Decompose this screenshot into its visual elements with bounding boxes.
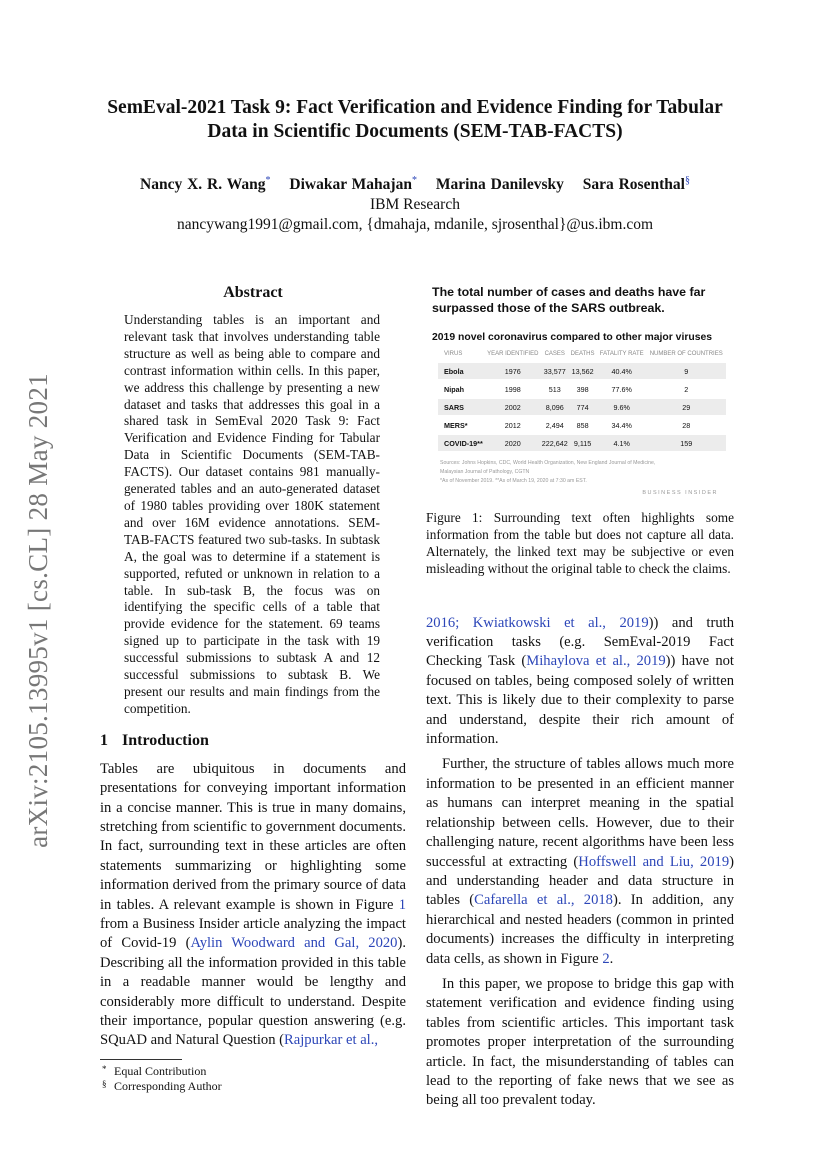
figure-reference-link[interactable]: 2	[602, 950, 610, 967]
figure-sources: Sources: Johns Hopkins, CDC, World Health Organization, New England Journal of Medicine, Malaysian Journal of Pathology, CGTN *As of November 2019. **As of March 19, 2020 at 7:30 am EST.	[440, 460, 656, 484]
figure-reference-link[interactable]: 1	[398, 896, 406, 913]
table-row: MERS* 2012 2,494 858 34.4% 28	[438, 416, 726, 434]
left-column	[100, 284, 406, 1094]
figure-headline: The total number of cases and deaths have far surpassed those of the SARS outbreak.	[432, 285, 706, 315]
table-row: Ebola 1976 33,577 13,562 40.4% 9	[438, 362, 726, 380]
virus-comparison-table	[438, 351, 726, 451]
footnote-divider	[100, 1059, 182, 1060]
section-title: Introduction	[122, 731, 209, 749]
table-row: Nipah 1998 513 398 77.6% 2	[438, 380, 726, 398]
citation-link[interactable]: Aylin Woodward and Gal, 2020	[190, 935, 398, 952]
author: Nancy X. R. Wang*	[140, 175, 271, 194]
column-header: FATALITY RATE	[599, 351, 644, 357]
citation-link[interactable]: Rajpurkar et al.,	[284, 1032, 379, 1049]
table-row: SARS 2002 8,096 774 9.6% 29	[438, 398, 726, 416]
column-header: NUMBER OF COUNTRIES	[649, 351, 723, 357]
business-insider-logo: BUSINESS INSIDER	[642, 490, 718, 496]
author: Sara Rosenthal§	[582, 175, 690, 194]
section-heading-introduction	[100, 732, 406, 750]
footnote: * Equal Contribution	[102, 1063, 207, 1078]
paper-title	[80, 96, 750, 144]
column-header: YEAR IDENTIFIED	[487, 351, 539, 357]
figure-caption: Figure 1: Surrounding text often highlights some information from the table but does not capture all data. Alternately, the linked text may be subjective or even misleading without the original table to check the claims.	[426, 510, 734, 576]
table-header-row	[438, 351, 726, 362]
citation-link[interactable]: Hoffswell and Liu, 2019	[578, 853, 730, 870]
citation-link[interactable]: 2016; Kwiatkowski et al., 2019	[426, 614, 649, 631]
abstract-heading: Abstract	[223, 284, 283, 301]
author: Marina Danilevsky	[435, 176, 564, 194]
footnote: § Corresponding Author	[102, 1078, 222, 1093]
column-header: DEATHS	[570, 351, 595, 357]
arxiv-identifier	[8, 360, 68, 860]
abstract-text: Understanding tables is an important and relevant task that involves understanding table structure as well as being able to compare and contrast information within cells. In this paper, we address this challenge by presenting a new dataset and tasks that addresses this goal in a shared task in SemEval 2020 Task 9: Fact Verification and Evidence Finding for Tabular Data in Scientific Documents (SEM-TAB-FACTS). Our dataset contains 981 manually-generated tables and an auto-generated dataset of 1980 tables providing over 180K statement and over 16M evidence annotations. SEM-TAB-FACTS featured two sub-tasks. In subtask A, the goal was to determine if a statement is supported, refuted or unknown in relation to a table. In sub-task B, the focus was on identifying the specific cells of a table that provide evidence for the statement. 69 teams signed up to participate in the task with 19 successful submissions to subtask A and 12 successful submissions to subtask B. We present our results and main findings from the competition.	[124, 312, 380, 716]
intro-paragraph: Tables are ubiquitous in documents and presentations for conveying important information in a concise manner. This is true in many domains, stretching from scientific to government documents. In fact, surrounding text in these articles are often statements summarizing or highlighting some information derived from the primary source of data in tables. A relevant example is shown in Figure 1 from a Business Insider article analyzing the impact of Covid-19 (Aylin Woodward and Gal, 2020). Describing all the information provided in this table in a readable manner would be lengthy and considerably more difficult to understand. Despite their importance, popular question answering (e.g. SQuAD and Natural Question (Rajpurkar et al.,	[100, 760, 406, 1049]
figure-subtitle: 2019 novel coronavirus compared to other major viruses	[432, 332, 713, 343]
citation-link[interactable]: Cafarella et al., 2018	[474, 892, 613, 909]
right-column	[426, 284, 734, 1111]
body-paragraph: In this paper, we propose to bridge this gap with statement verification and evidence finding using tables from scientific articles. This important task promotes proper interpretation of the surrounding article. In fact, the misunderstanding of tables can lead to the reporting of fake news that we see as being all too prevalent today.	[426, 975, 734, 1109]
section-number: 1	[100, 731, 108, 749]
author: Diwakar Mahajan*	[289, 175, 417, 194]
title-line-1: SemEval-2021 Task 9: Fact Verification and Evidence Finding for Tabular	[107, 97, 723, 118]
citation-link[interactable]: Mihaylova et al., 2019	[526, 653, 666, 670]
author-emails: nancywang1991@gmail.com, {dmahaja, mdanile, sjrosenthal}@us.ibm.com	[176, 216, 654, 234]
affiliation: IBM Research	[370, 196, 460, 214]
author-list	[80, 171, 750, 195]
column-header: VIRUS	[444, 351, 463, 357]
table-row: COVID-19** 2020 222,642 9,115 4.1% 159	[438, 434, 726, 451]
arxiv-identifier-text: arXiv:2105.13995v1 [cs.CL] 28 May 2021	[22, 372, 53, 848]
body-paragraph: 2016; Kwiatkowski et al., 2019)) and truth verification tasks (e.g. SemEval-2019 Fact Checking Task (Mihaylova et al., 2019)) have not focused on tables, being composed solely of written text. This is likely due to their complexity to parse and understand, despite their rich amount of information.	[426, 614, 734, 748]
title-line-2: Data in Scientific Documents (SEM-TAB-FACTS)	[207, 121, 623, 142]
column-header: CASES	[544, 351, 565, 357]
body-paragraph: Further, the structure of tables allows much more information to be presented in an efficient manner as humans can interpret meaning in the spatial relationship between cells. However, due to their challenging nature, recent algorithms have been less successful at extracting (Hoffswell and Liu, 2019) and understanding header and data structure in tables (Cafarella et al., 2018). In addition, any hierarchical and nested headers (common in printed documents) increases the difficulty in interpreting data cells, as shown in Figure 2.	[426, 756, 734, 967]
figure-1	[426, 284, 734, 496]
right-body-text	[426, 614, 734, 1111]
author-block	[80, 171, 750, 235]
